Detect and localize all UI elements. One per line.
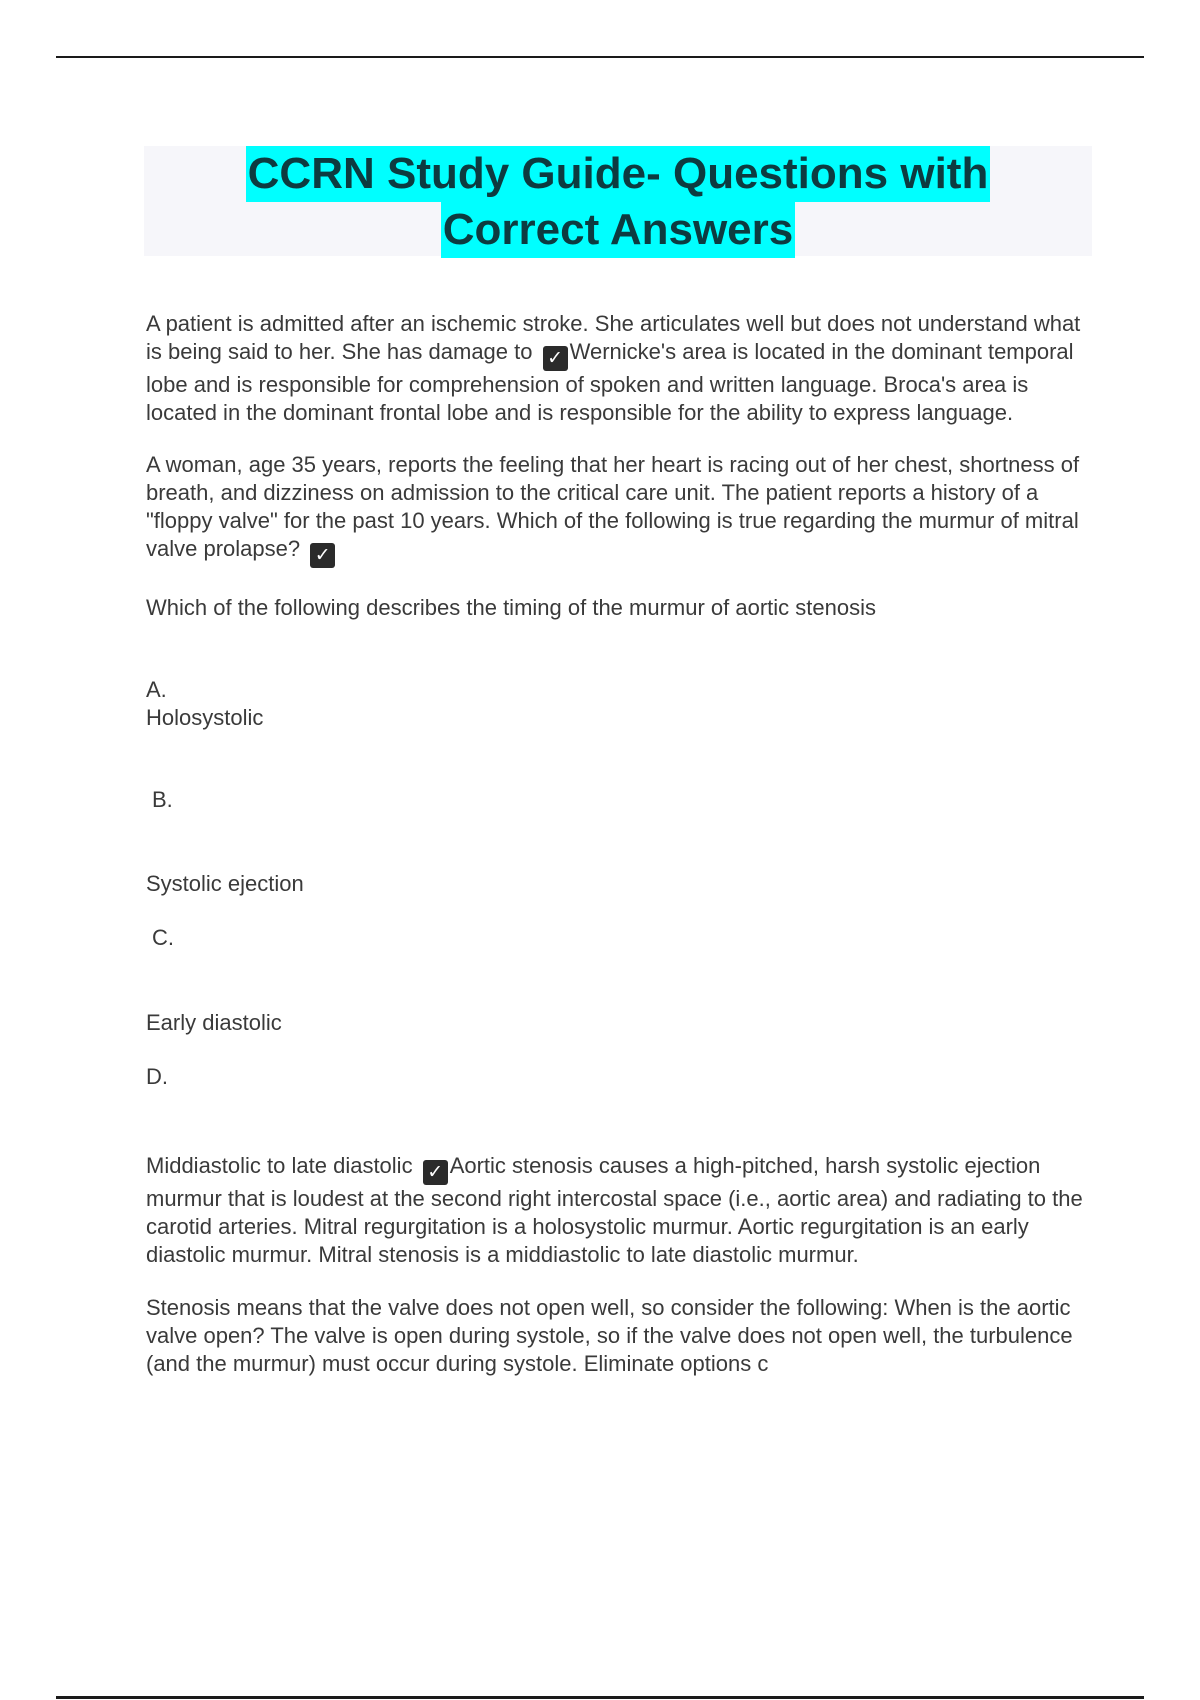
top-rule — [56, 56, 1144, 58]
option-a-text: Holosystolic — [146, 705, 264, 730]
option-c-label: C. — [152, 925, 174, 950]
option-d-text: Middiastolic to late diastolic — [146, 1153, 419, 1178]
question-2 — [146, 451, 1086, 568]
option-b-text: Systolic ejection — [146, 871, 304, 896]
question-1-text: A patient is admitted after an ischemic stroke. She articulates well but does not understand what is being said to her. She has damage to — [146, 311, 1081, 364]
title-block — [144, 146, 1092, 256]
document-body — [146, 310, 1086, 1378]
bottom-rule — [56, 1696, 1144, 1699]
page-title-line-2: Correct Answers — [441, 202, 796, 258]
question-1-answer: Wernicke's area is located in the dominant temporal lobe and is responsible for comprehension of spoken and written language. Broca's area is located in the dominant frontal lobe and is responsible for the ability to express language. — [146, 339, 1074, 425]
question-1 — [146, 310, 1086, 427]
question-3-explanation: Aortic stenosis causes a high-pitched, harsh systolic ejection murmur that is loudest at the second right intercostal space (i.e., aortic area) and radiating to the carotid arteries. Mitral regurgitation is a holosystolic murmur. Aortic regurgitation is an early diastolic murmur. Mitral stenosis is a middiastolic to late diastolic murmur. — [146, 1153, 1083, 1267]
check-icon: ✓ — [310, 543, 335, 568]
question-3-answer — [146, 1152, 1086, 1269]
option-d-label: D. — [146, 1064, 168, 1089]
page-title-line-1: CCRN Study Guide- Questions with — [246, 146, 991, 202]
question-2-text: A woman, age 35 years, reports the feeling that her heart is racing out of her chest, shortness of breath, and dizziness on admission to the critical care unit. The patient reports a history of a "floppy valve" for the past 10 years. Which of the following is true regarding the murmur of mitral valve prolapse? — [146, 452, 1080, 561]
option-a-label: A. — [146, 677, 167, 702]
option-c-text: Early diastolic — [146, 1010, 282, 1035]
check-icon: ✓ — [423, 1160, 448, 1185]
option-b-label: B. — [152, 787, 173, 812]
question-3: Which of the following describes the timing of the murmur of aortic stenosis — [146, 595, 876, 620]
check-icon: ✓ — [543, 346, 568, 371]
question-3-rationale: Stenosis means that the valve does not open well, so consider the following: When is the aortic valve open? The valve is open during systole, so if the valve does not open well, the turbulence (and the murmur) must occur during systole. Eliminate options c — [146, 1295, 1073, 1376]
